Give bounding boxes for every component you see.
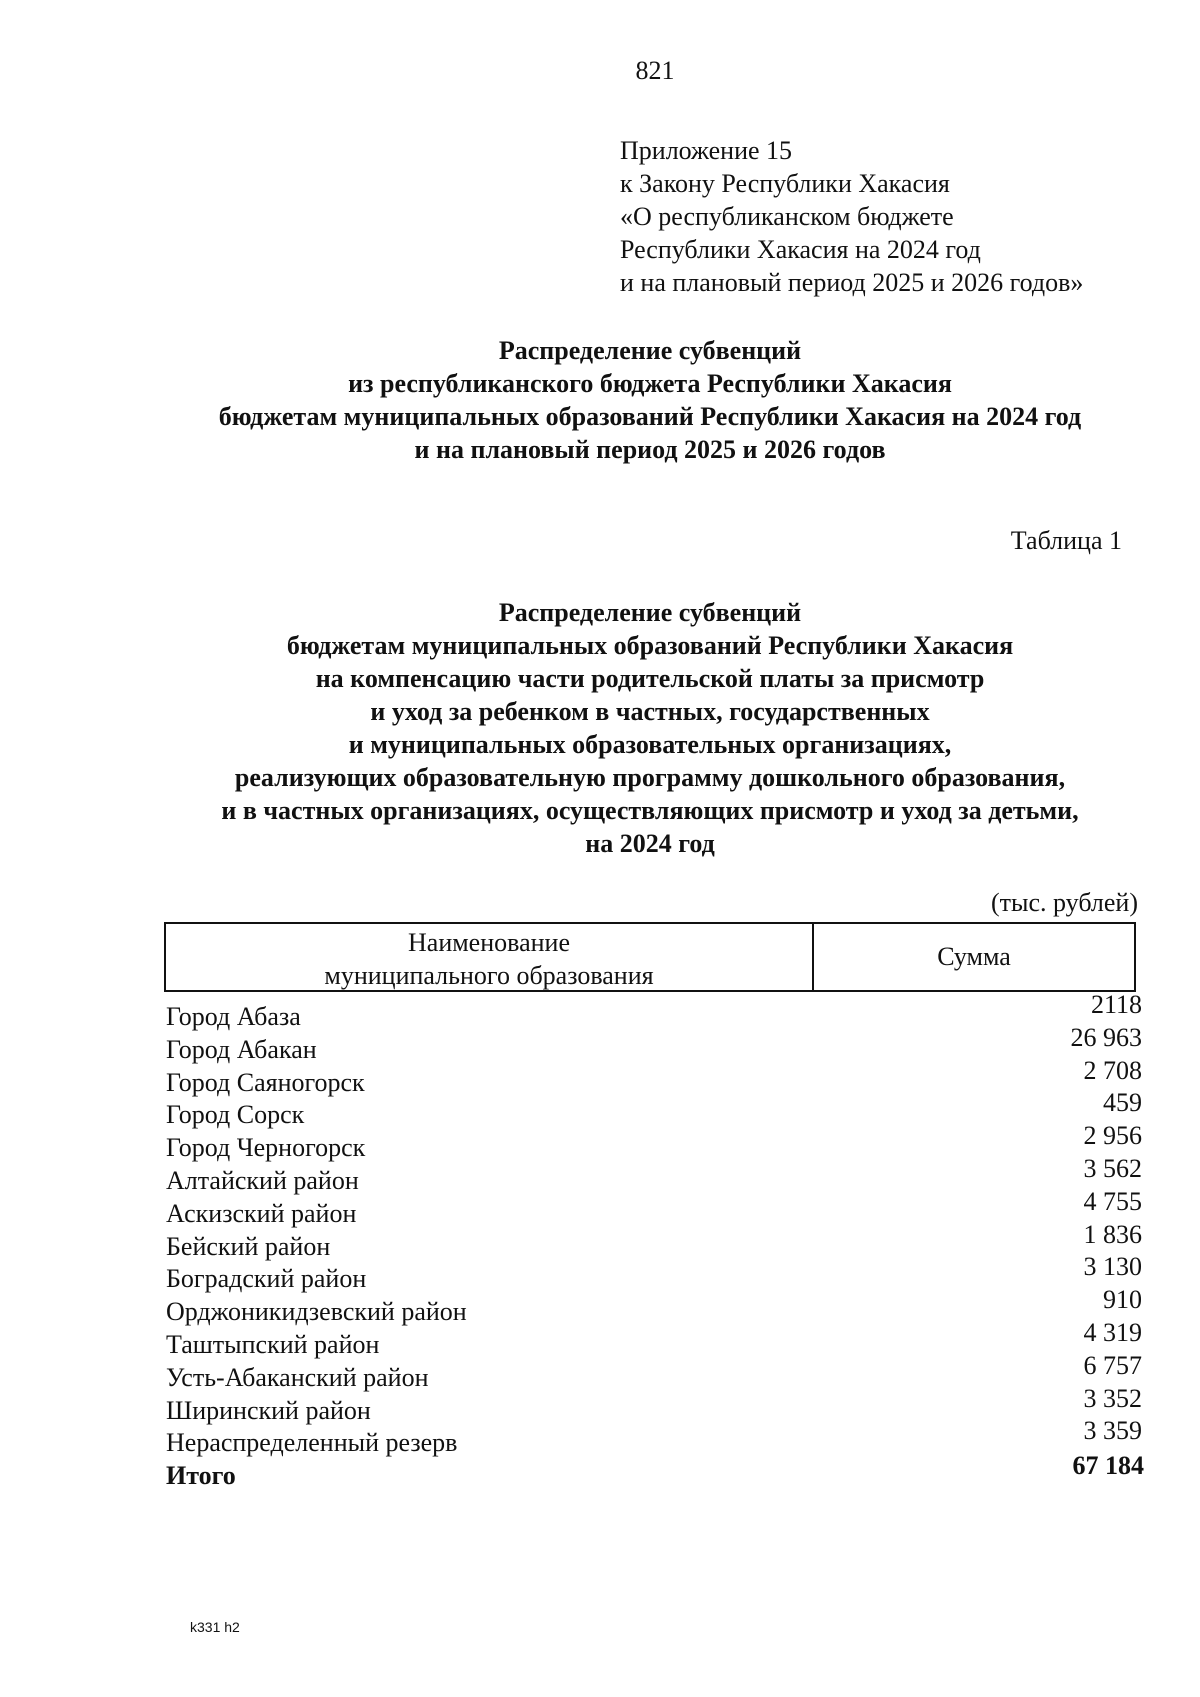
main-title-line: бюджетам муниципальных образований Республики Хакасия на 2024 год [218, 402, 1082, 431]
table-title-line: реализующих образовательную программу дошкольного образования, [234, 763, 1066, 792]
appendix-line: к Закону Республики Хакасия [620, 169, 950, 198]
row-name: Усть-Абаканский район [166, 1362, 429, 1392]
column-header-name-line: муниципального образования [324, 961, 654, 990]
page-number: 821 [635, 56, 675, 85]
row-name: Бейский район [166, 1231, 331, 1261]
table-row [166, 1153, 1142, 1195]
table-row [166, 1022, 1142, 1064]
table-row [166, 1317, 1142, 1359]
table-title-line: на компенсацию части родительской платы за присмотр [315, 664, 985, 693]
table-row [166, 1121, 1142, 1163]
row-name: Боградский район [166, 1264, 367, 1294]
row-value: 6 757 [1083, 1350, 1142, 1380]
row-name: Таштыпский район [166, 1329, 380, 1359]
appendix-line: и на плановый период 2025 и 2026 годов» [620, 268, 1084, 297]
table-body [166, 990, 1144, 1491]
table-header [164, 922, 1136, 992]
row-name: Аскизский район [166, 1198, 357, 1228]
row-value: 910 [1103, 1285, 1142, 1315]
table-row [166, 1186, 1142, 1228]
table-row [166, 990, 1142, 1031]
units-label: (тыс. рублей) [990, 888, 1138, 917]
table-title-line: и муниципальных образовательных организациях, [348, 730, 952, 759]
total-label: Итого [166, 1461, 236, 1491]
main-title-line: Распределение субвенций [498, 336, 802, 365]
column-header-name-line: Наименование [408, 928, 570, 957]
row-name: Город Сорск [166, 1100, 305, 1130]
row-name: Ширинский район [166, 1395, 371, 1425]
row-name: Нераспределенный резерв [166, 1428, 458, 1458]
footer-code: k331 h2 [190, 1619, 240, 1635]
table-title-line: и уход за ребенком в частных, государственных [370, 697, 930, 726]
main-title-line: из республиканского бюджета Республики Хакасия [348, 369, 952, 398]
table-title-line: и в частных организациях, осуществляющих присмотр и уход за детьми, [221, 796, 1079, 825]
table-row [166, 1088, 1142, 1130]
table-row [166, 1383, 1142, 1425]
main-title-line: и на плановый период 2025 и 2026 годов [414, 435, 886, 464]
row-value: 1 836 [1083, 1219, 1142, 1249]
row-value: 3 130 [1083, 1252, 1142, 1282]
table-title [100, 596, 1200, 860]
row-name: Город Абакан [166, 1034, 317, 1064]
row-name: Орджоникидзевский район [166, 1297, 467, 1327]
row-value: 2 956 [1083, 1121, 1142, 1151]
row-value: 3 359 [1083, 1416, 1142, 1446]
table-row [166, 1252, 1142, 1294]
row-value: 2 708 [1083, 1055, 1142, 1085]
table-title-line: на 2024 год [585, 829, 715, 858]
row-value: 4 755 [1083, 1186, 1142, 1216]
table-row [166, 1285, 1142, 1327]
appendix-line: Республики Хакасия на 2024 год [620, 235, 981, 264]
table-row [166, 1055, 1142, 1097]
row-name: Город Черногорск [166, 1133, 366, 1163]
table-row [166, 1350, 1142, 1392]
appendix-line: Приложение 15 [620, 136, 793, 165]
table-label: Таблица 1 [1010, 526, 1122, 555]
column-header-sum: Сумма [937, 942, 1011, 971]
total-row [166, 1451, 1144, 1491]
row-name: Город Абаза [166, 1002, 301, 1031]
row-value: 3 562 [1083, 1153, 1142, 1183]
appendix-line: «О республиканском бюджете [620, 202, 954, 231]
row-name: Город Саяногорск [166, 1067, 365, 1097]
table-title-line: Распределение субвенций [498, 598, 802, 627]
appendix-block [620, 134, 1180, 299]
column-header-name [166, 924, 814, 990]
row-value: 26 963 [1070, 1022, 1142, 1052]
row-value: 2118 [1090, 990, 1142, 1019]
row-value: 459 [1103, 1088, 1142, 1118]
row-value: 3 352 [1083, 1383, 1142, 1413]
table-row [166, 1416, 1142, 1458]
table-row [166, 1219, 1142, 1261]
row-name: Алтайский район [166, 1165, 359, 1195]
table-title-line: бюджетам муниципальных образований Республики Хакасия [286, 631, 1014, 660]
total-value: 67 184 [1072, 1451, 1144, 1481]
row-value: 4 319 [1083, 1317, 1142, 1347]
main-title [100, 334, 1200, 466]
